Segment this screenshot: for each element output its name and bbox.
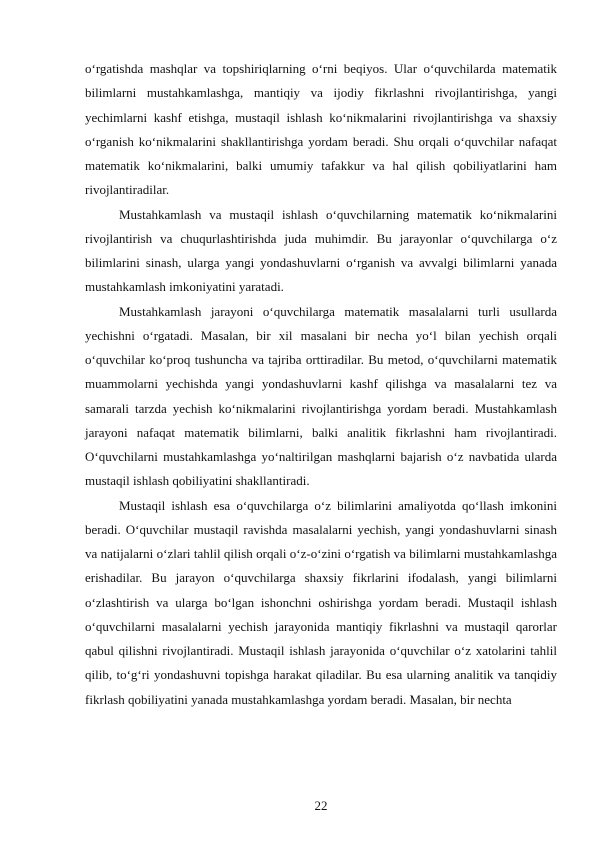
paragraph-1: o‘rgatishda mashqlar va topshiriqlarning o‘rni beqiyos. Ular o‘quvchilarda matematik bilimlarni mustahkamlashga, mantiqiy va ijodiy fikrlashni rivojlantirishga, yangi yechimlarni kashf etishga, mustaqil ishlash ko‘nikmalarini rivojlantirishga va shaxsiy o‘rganish ko‘nikmalarini shakllantirishga yordam beradi. Shu orqali o‘quvchilar nafaqat matematik ko‘nikmalarini, balki umumiy tafakkur va hal qilish qobiliyatlarini ham rivojlantiradilar. [85,61,557,198]
paragraph-2: Mustahkamlash va mustaqil ishlash o‘quvchilarning matematik ko‘nikmalarini rivojlantirish va chuqurlashtirishda juda muhimdir. Bu jarayonlar o‘quvchilarga o‘z bilimlarini sinash, ularga yangi yondashuvlarni o‘rganish va avvalgi bilimlarni yanada mustahkamlash imkoniyatini yaratadi. [85,206,557,295]
page-number: 22 [314,798,328,813]
document-body [85,57,557,712]
paragraph-3: Mustahkamlash jarayoni o‘quvchilarga matematik masalalarni turli usullarda yechishni o‘rgatadi. Masalan, bir xil masalani bir necha yo‘l bilan yechish orqali o‘quvchilar ko‘proq tushuncha va tajriba orttiradilar. Bu metod, o‘quvchilarni matematik muammolarni yechishda yangi yondashuvlarni kashf qilishga va masalalarni tez va samarali tarzda yechish ko‘nikmalarini rivojlantirishga yordam beradi. Mustahkamlash jarayoni nafaqat matematik bilimlarni, balki analitik fikrlashni ham rivojlantiradi. O‘quvchilarni mustahkamlashga yo‘naltirilgan mashqlarni bajarish o‘z navbatida ularda mustaqil ishlash qobiliyatini shakllantiradi. [85,303,557,489]
paragraph-4: Mustaqil ishlash esa o‘quvchilarga o‘z bilimlarini amaliyotda qo‘llash imkonini beradi. O‘quvchilar mustaqil ravishda masalalarni yechish, yangi yondashuvlarni sinash va natijalarni o‘zlari tahlil qilish orqali o‘z-o‘zini o‘rgatish va bilimlarni mustahkamlashga erishadilar. Bu jarayon o‘quvchilarga shaxsiy fikrlarini ifodalash, yangi bilimlarni o‘zlashtirish va ularga bo‘lgan ishonchni oshirishga yordam beradi. Mustaqil ishlash o‘quvchilarni masalalarni yechish jarayonida mantiqiy fikrlashni va mustaqil qarorlar qabul qilishni rivojlantiradi. Mustaqil ishlash jarayonida o‘quvchilar o‘z xatolarini tahlil qilib, to‘g‘ri yondashuvni topishga harakat qiladilar. Bu esa ularning analitik va tanqidiy fikrlash qobiliyatini yanada mustahkamlashga yordam beradi. Masalan, bir nechta [85,497,557,707]
